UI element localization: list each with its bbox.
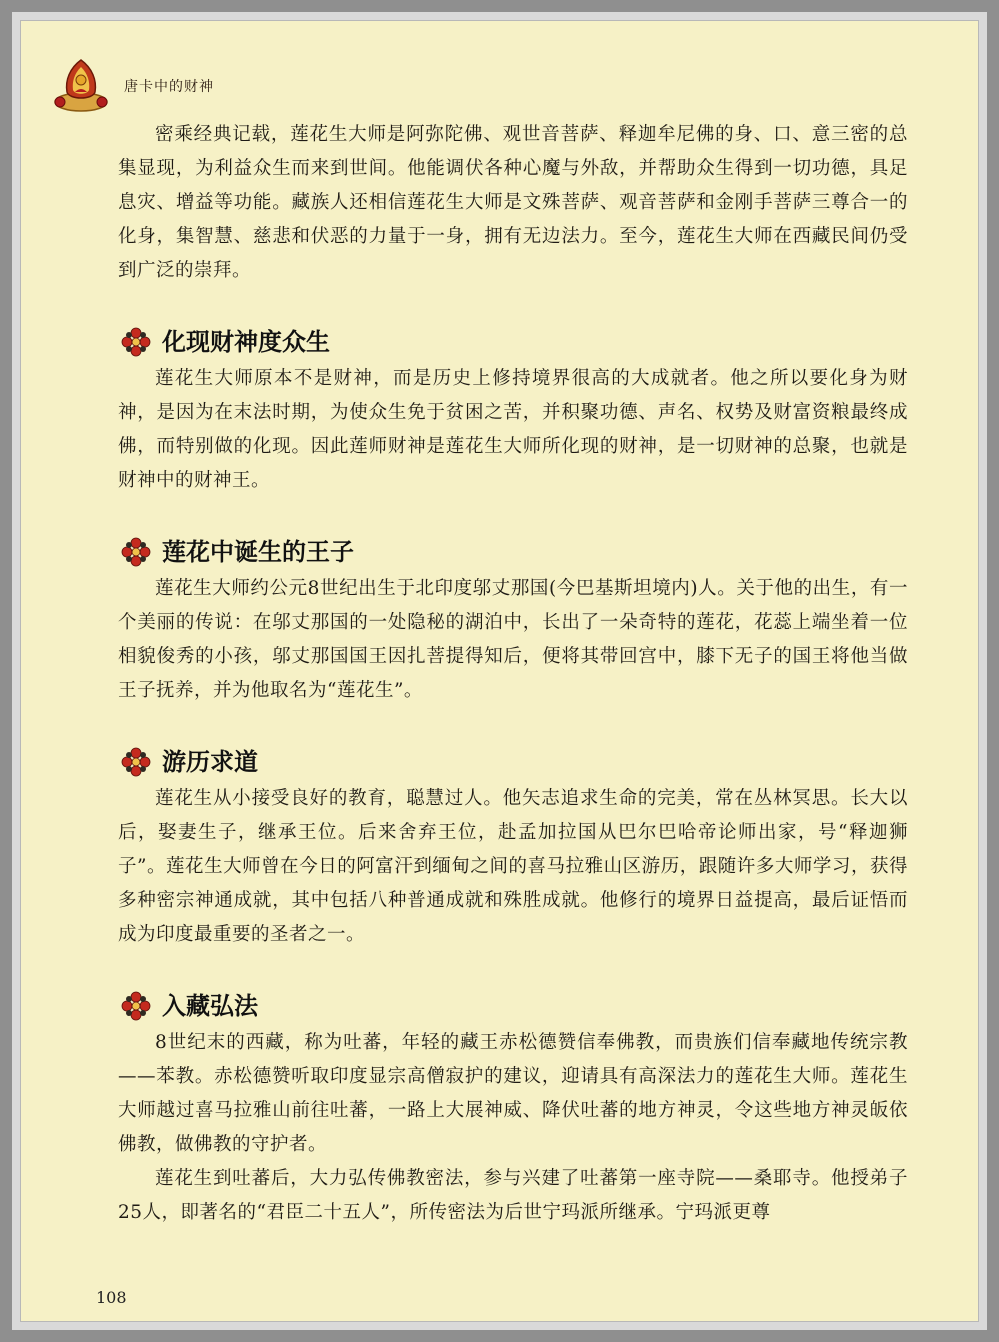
flower-ornament-icon — [120, 536, 152, 568]
section-3 — [118, 742, 908, 952]
thangka-deity-emblem-icon — [50, 58, 112, 116]
section-heading — [120, 532, 908, 572]
section-paragraph: 莲花生从小接受良好的教育，聪慧过人。他矢志追求生命的完美，常在丛林冥思。长大以后，娶妻生子，继承王位。后来舍弃王位，赴孟加拉国从巴尔巴哈帝论师出家，号“释迦狮子”。莲花生大师曾在今日的阿富汗到缅甸之间的喜马拉雅山区游历，跟随许多大师学习，获得多种密宗神通成就，其中包括八种普通成就和殊胜成就。他修行的境界日益提高，最后证悟而成为印度最重要的圣者之一。 — [118, 788, 908, 945]
section-heading — [120, 986, 908, 1026]
section-paragraph: 莲花生大师约公元8世纪出生于北印度邬丈那国(今巴基斯坦境内)人。关于他的出生，有一个美丽的传说：在邬丈那国的一处隐秘的湖泊中，长出了一朵奇特的莲花，花蕊上端坐着一位相貌俊秀的小孩，邬丈那国国王因扎菩提得知后，便将其带回宫中，膝下无子的国王将他当做王子抚养，并为他取名为“莲花生”。 — [118, 578, 908, 701]
intro-paragraph: 密乘经典记载，莲花生大师是阿弥陀佛、观世音菩萨、释迦牟尼佛的身、口、意三密的总集显现，为利益众生而来到世间。他能调伏各种心魔与外敌，并帮助众生得到一切功德，具足息灾、增益等功能。藏族人还相信莲花生大师是文殊菩萨、观音菩萨和金刚手菩萨三尊合一的化身，集智慧、慈悲和伏恶的力量于一身，拥有无边法力。至今，莲花生大师在西藏民间仍受到广泛的崇拜。 — [118, 124, 908, 281]
flower-ornament-icon — [120, 326, 152, 358]
page-number: 108 — [96, 1288, 127, 1307]
section-title: 入藏弘法 — [162, 991, 258, 1020]
section-1 — [118, 322, 908, 498]
section-paragraph: 莲花生大师原本不是财神，而是历史上修持境界很高的大成就者。他之所以要化身为财神，是因为在末法时期，为使众生免于贫困之苦，并积聚功德、声名、权势及财富资粮最终成佛，而特别做的化现。因此莲师财神是莲花生大师所化现的财神，是一切财神的总聚，也就是财神中的财神王。 — [118, 368, 908, 491]
page-content — [118, 118, 908, 1230]
section-4 — [118, 986, 908, 1230]
flower-ornament-icon — [120, 990, 152, 1022]
section-title: 游历求道 — [162, 747, 258, 776]
section-2 — [118, 532, 908, 708]
running-title: 唐卡中的财神 — [124, 79, 214, 95]
section-paragraph: 8世纪末的西藏，称为吐蕃，年轻的藏王赤松德赞信奉佛教，而贵族们信奉藏地传统宗教——苯教。赤松德赞听取印度显宗高僧寂护的建议，迎请具有高深法力的莲花生大师。莲花生大师越过喜马拉雅山前往吐蕃，一路上大展神威、降伏吐蕃的地方神灵，令这些地方神灵皈依佛教，做佛教的守护者。 — [118, 1032, 908, 1155]
section-heading — [120, 322, 908, 362]
flower-ornament-icon — [120, 746, 152, 778]
page-header — [50, 58, 350, 118]
section-title: 化现财神度众生 — [162, 327, 330, 356]
section-heading — [120, 742, 908, 782]
section-title: 莲花中诞生的王子 — [162, 537, 354, 566]
section-paragraph: 莲花生到吐蕃后，大力弘传佛教密法，参与兴建了吐蕃第一座寺院——桑耶寺。他授弟子25人，即著名的“君臣二十五人”，所传密法为后世宁玛派所继承。宁玛派更尊 — [118, 1168, 908, 1223]
